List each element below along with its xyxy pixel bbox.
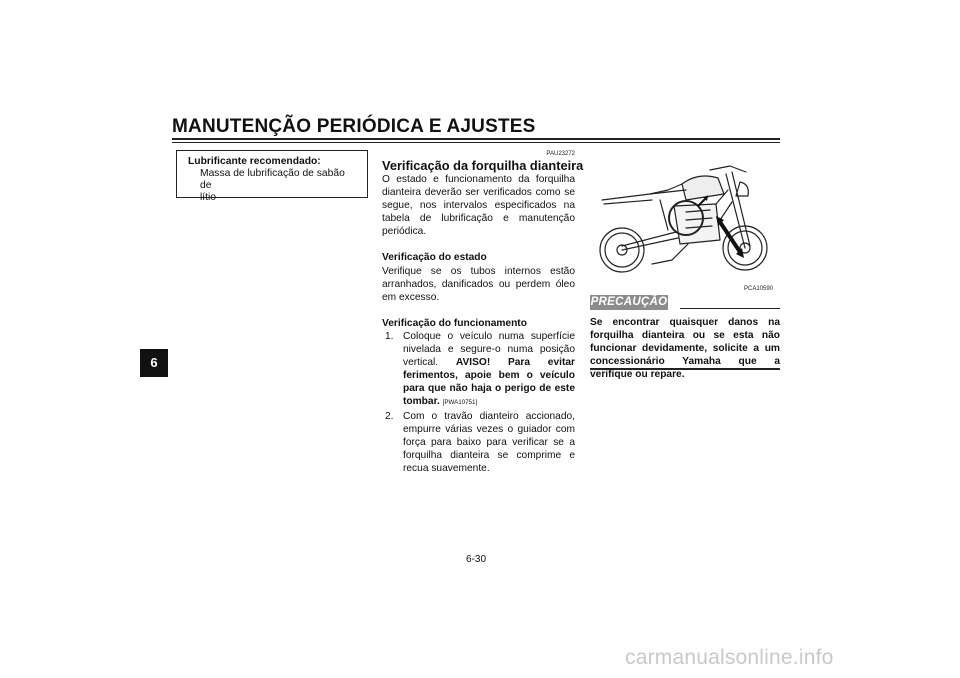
motorcycle-fork-compression-illustration	[590, 160, 778, 288]
condition-heading: Verificação do estado	[382, 252, 487, 264]
warning-text: AVISO! Para evitar ferimentos, apoie bem o veículo para que não haja o perigo de este tombar.	[403, 357, 575, 408]
lubricant-value-line1: Massa de lubrificação de sabão de	[200, 168, 345, 191]
step-item	[382, 330, 575, 410]
chapter-tab: 6	[140, 349, 168, 377]
lubricant-value-line2: lítio	[200, 192, 217, 203]
section-intro: O estado e funcionamento da forquilha dianteira deverão ser verificados como se segue, nos intervalos especificados na tabela de lubrificação e manutenção periódica.	[382, 174, 575, 238]
caution-rule	[680, 308, 780, 309]
caution-label: PRECAUÇÃO	[590, 296, 668, 308]
caution-header	[590, 295, 780, 311]
condition-text: Verifique se os tubos internos estão arranhados, danificados ou perdem óleo em excesso.	[382, 265, 575, 303]
caution-text: Se encontrar quaisquer danos na forquilha dianteira ou se esta não funcionar devidamente, solicite a um concessionário Yamaha que a verifique ou repare.	[590, 317, 780, 381]
warning-code: [PWA10751]	[442, 399, 478, 407]
watermark: carmanualsonline.info	[625, 646, 834, 669]
section-title: Verificação da forquilha dianteira	[382, 158, 584, 173]
operation-heading: Verificação do funcionamento	[382, 317, 527, 329]
step-number: 1.	[385, 330, 394, 342]
figure-code: PCA10590	[744, 286, 774, 292]
caution-end-rule	[590, 368, 780, 370]
step-instruction: Coloque o veículo numa superfície nivelada e segure-o numa posição vertical.	[403, 330, 575, 369]
step-text	[403, 330, 575, 410]
step-text: Com o travão dianteiro accionado, empurre várias vezes o guiador com força para baixo para verificar se a forquilha dianteira se comprime e recua suavemente.	[403, 410, 575, 474]
section-code: PAU23272	[546, 151, 575, 157]
step-item	[382, 410, 575, 475]
step-number: 2.	[385, 410, 394, 422]
lubricant-box	[176, 150, 368, 203]
lubricant-label: Lubrificante recomendado:	[188, 156, 321, 167]
page-title: MANUTENÇÃO PERIÓDICA E AJUSTES	[172, 116, 536, 137]
header-rule-thin	[172, 142, 780, 143]
header-rule	[172, 138, 780, 140]
page-number: 6-30	[466, 554, 487, 565]
front-fork-section	[382, 150, 584, 475]
